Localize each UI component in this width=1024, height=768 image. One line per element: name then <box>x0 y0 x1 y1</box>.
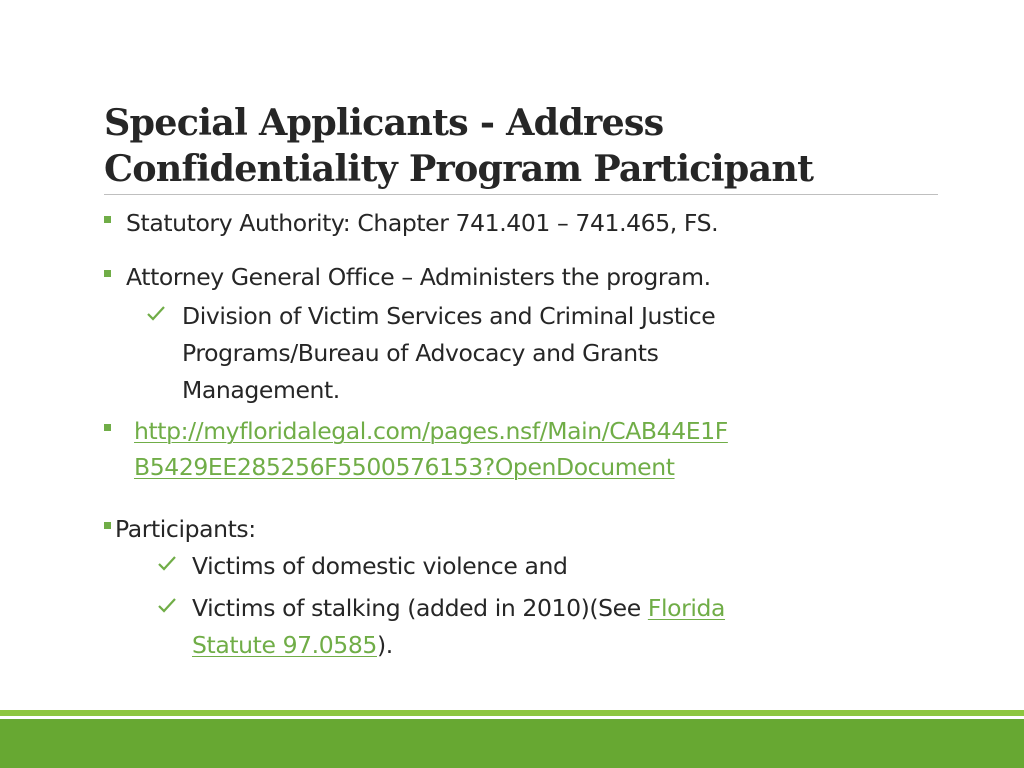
statute-suffix: ). <box>376 631 393 659</box>
square-bullet-icon <box>104 216 111 223</box>
checkmark-icon <box>157 596 177 616</box>
participants-text: Participants: <box>115 515 256 543</box>
footer-stripe-dark <box>0 719 1024 768</box>
square-bullet-icon <box>104 522 111 529</box>
footer-stripe-light <box>0 710 1024 716</box>
division-line-2: Programs/Bureau of Advocacy and Grants <box>182 339 659 367</box>
acp-url-link-line-2[interactable]: B5429EE285256F5500576153?OpenDocument <box>134 453 675 481</box>
attorney-general-text: Attorney General Office – Administers the program. <box>126 263 711 291</box>
title-line-1: Special Applicants - Address <box>104 101 664 144</box>
florida-statute-link-line-2[interactable]: Statute 97.0585 <box>192 631 377 659</box>
acp-url-link-line-1[interactable]: http://myfloridalegal.com/pages.nsf/Main/CAB44E1F <box>134 417 728 445</box>
checkmark-icon <box>157 554 177 574</box>
division-line-1: Division of Victim Services and Criminal Justice <box>182 302 716 330</box>
checkmark-icon <box>146 304 166 324</box>
slide-title <box>104 100 924 192</box>
victims-stalking-text <box>192 590 725 626</box>
title-divider <box>104 194 938 195</box>
division-line-3: Management. <box>182 376 340 404</box>
victims-domestic-violence-text: Victims of domestic violence and <box>192 552 568 580</box>
victims-stalking-text-cont <box>192 627 393 663</box>
statutory-authority-text: Statutory Authority: Chapter 741.401 – 741.465, FS. <box>126 209 719 237</box>
florida-statute-link-line-1[interactable]: Florida <box>647 594 726 622</box>
title-line-2: Confidentiality Program Participant <box>104 147 814 190</box>
square-bullet-icon <box>104 270 111 277</box>
victims-stalking-prefix: Victims of stalking (added in 2010)(See <box>192 594 648 622</box>
square-bullet-icon <box>104 424 111 431</box>
